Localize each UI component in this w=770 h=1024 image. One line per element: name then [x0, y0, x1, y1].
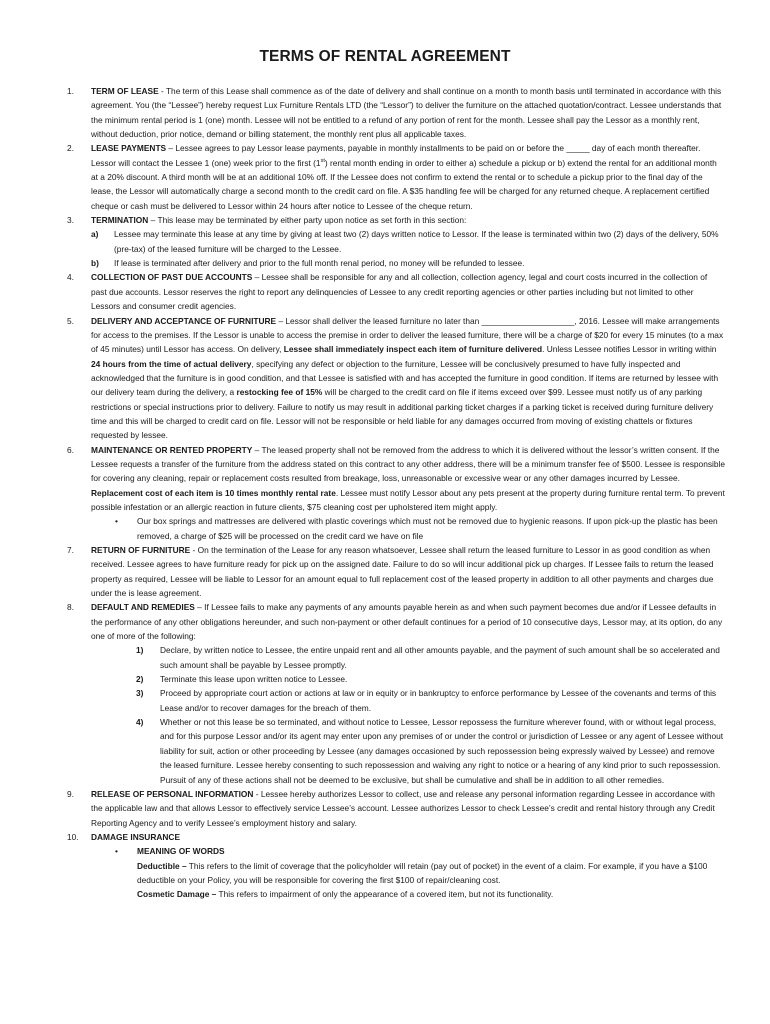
section-text: On the termination of the Lease for any reason whatsoever, Lessee shall return the leased furniture to Lessor in as good condition as when received. Lessee agrees to have furniture ready for pick up on the assigned date. Failure to do so will incur additional pick up charges. If Lessee fails to return the leased property as required, Lessee will be liable to Lessor for an amount equal to full replacement cost of the leased property in addition to all other payments and charges due under the is lease agreement. [91, 545, 714, 599]
section-heading: LEASE PAYMENTS [91, 143, 167, 154]
bullet-item [91, 514, 725, 543]
remedy-text: Proceed by appropriate court action or actions at law or in equity or in bankruptcy to enforce performance by Lessee of the covenants and terms of this Lease and/or to recover damages for the breach of them. [160, 688, 717, 713]
terms-list [67, 84, 725, 902]
section-number: 6. [67, 444, 74, 455]
section-number: 2. [67, 143, 74, 154]
section-collection [67, 270, 725, 313]
bullet-icon: • [115, 516, 118, 527]
section-body: TERMINATION – This lease may be terminated by either party upon notice as set forth in this section: [91, 215, 467, 226]
section-text: This lease may be terminated by either party upon notice as set forth in this section: [157, 215, 467, 226]
section-number: 4. [67, 272, 74, 283]
section-heading: DAMAGE INSURANCE [91, 831, 181, 842]
section-body [91, 830, 725, 844]
remedy-text: Whether or not this lease be so terminated, and without notice to Lessee, Lessor repossess the furniture wherever found, with or without legal process, and for this purpose Lessor and/or its agent may enter upon any premises of or under the control or jurisdiction of Lessee or any agent of Lessee without liability for suit, action or other proceeding by Lessee (any damages occasioned by such repossession being expressly waived by Lessee) and remove the leased furniture. Lessee hereby consenting to such repossession and waiving any right to notice or a hearing of any kind prior to such repossession. Pursuit of any of these actions shall not be deemed to be exclusive, but shall be cumulative and shall be in addition to all other remedies. [160, 717, 724, 785]
emphasis: Lessee shall immediately inspect each item of furniture delivered [283, 344, 543, 355]
section-body: DELIVERY AND ACCEPTANCE OF FURNITURE – Lessor shall deliver the leased furniture no later than ____________________, 2016. Lessee will make arrangements for access to the premises. If the Lessor is unable to access the premise in order to deliver the leased furniture, there will be a charge of $20 for every 15 minutes (to a max of 45 minutes) until Lessor has access. On delivery, Lessee shall immediately inspect each item of furniture delivered. Unless Lessee notifies Lessor in writing within 24 hours from the time of actual delivery, specifying any defect or objection to the furniture, Lessee will be conclusively presumed to have fully inspected and acknowledged that the furniture is in good condition, and that Lessee is satisfied with and has accepted the furniture in good condition. If items are returned by lessee with our delivery team during the delivery, a restocking fee of 15% will be charged to the credit card on file if items exceed over $99. Lessee must notify us of any parking restrictions or special instructions prior to delivery. Failure to notify us may result in additional parking ticket charges if a parking ticket is received during furniture delivery time and this will be charged to credit card on file. Lessor will not be responsible or held liable for any damages occurred from moving of existing chattels or fixtures requested by lessee. [91, 315, 724, 441]
section-body: MAINTENANCE OR RENTED PROPERTY – The leased property shall not be removed from the address to which it is delivered without the lessor’s written consent. If the Lessee requests a transfer of the furniture from the address stated on this contract to any other address, there will be a minimum transfer fee of $500. Lessee is responsible for covering any cleaning, repair or replacement costs resulted from breakage, loss, unreasonable or excessive wear or any other damages incurred by Lessee. Replacement cost of each item is 10 times monthly rental rate. Lessee must notify Lessor about any pets present at the property during furniture rental term. To prevent possible infestation or an allergic reaction in future clients, $75 cleaning cost per upholstered item might apply. [91, 444, 725, 512]
section-number: 5. [67, 315, 74, 326]
definition-term: Cosmetic Damage – [137, 889, 217, 900]
section-heading: TERMINATION [91, 215, 149, 226]
section-heading: DELIVERY AND ACCEPTANCE OF FURNITURE [91, 315, 277, 326]
section-body: TERM OF LEASE - The term of this Lease shall commence as of the date of delivery and shall continue on a month to month basis until terminated in accordance with this agreement. You (the “Lessee”) hereby request Lux Furniture Rentals LTD (the “Lessor”) to deliver the furniture on the attached quotation/contract. Lessee understands that the minimum rental period is 1 (one) month. Lessee will not be entitled to a refund of any portion of rent for the month. Lessee shall pay the Lessor as a monthly rent, without deduction, prior notice, demand or billing statement, the monthly rent plus all applicable taxes. [91, 86, 722, 140]
emphasis: 24 hours from the time of actual delivery [91, 358, 252, 369]
remedy-item [91, 643, 725, 672]
ordinal-suffix: st [320, 157, 325, 164]
remedy-label: 2) [136, 674, 144, 685]
sub-clause-label: a) [91, 229, 99, 240]
section-number: 10. [67, 831, 79, 842]
section-term-of-lease [67, 84, 725, 141]
section-text: If Lessee fails to make any payments of any amounts payable herein as and when such payment becomes due and/or if Lessee defaults in the performance of any other obligations hereunder, and such non-payment or other default continues for a period of 10 consecutive days, Lessor may, at its option, do any one of more of the following: [91, 602, 723, 642]
emphasis: Replacement cost of each item is 10 times monthly rental rate [91, 487, 336, 498]
bullet-icon: • [115, 846, 118, 857]
section-heading: DEFAULT AND REMEDIES [91, 602, 195, 613]
remedy-item [91, 715, 725, 787]
section-text: ) rental month ending in order to either a) schedule a pickup or b) extend the rental for an additional month at a 20% discount. A third month will be at an additional 10% off. If the Lessee does not confirm to extend the rental or to schedule a pickup prior to the final day of the lease, the Lessor will automatically charge a second month to the credit card on file. A $35 handling fee will be charged for any returned cheque. A replacement certified cheque or cash must be delivered to Lessor within 24 hours after notice to Lessee of the cheque return. [91, 157, 717, 211]
bullet-item [91, 844, 725, 858]
section-damage-insurance [67, 830, 725, 902]
section-body: DEFAULT AND REMEDIES – If Lessee fails to make any payments of any amounts payable herein as and when such payment becomes due and/or if Lessee defaults in the performance of any other obligations hereunder, and such non-payment or other default continues for a period of 10 consecutive days, Lessor may, at its option, do any one of more of the following: [91, 602, 723, 642]
section-number: 3. [67, 215, 74, 226]
section-delivery [67, 314, 725, 443]
sub-clause-text: If lease is terminated after delivery and prior to the full month renal period, no money will be refunded to lessee. [114, 258, 525, 269]
definition-text: This refers to the limit of coverage that the policyholder will retain (pay out of pocket) in the event of a claim. For example, if you have a $100 deductible on your Policy, you will be responsible for covering the first $100 of repair/cleaning cost. [137, 860, 708, 885]
sub-clause [91, 256, 725, 270]
emphasis: restocking fee of 15% [236, 387, 323, 398]
section-heading: TERM OF LEASE [91, 86, 159, 96]
definition-text: This refers to impairment of only the appearance of a covered item, but not its functionality. [216, 889, 554, 900]
sub-clause-label: b) [91, 258, 99, 269]
section-return [67, 543, 725, 600]
section-text: Lessee shall be responsible for any and all collection, collection agency, legal and court costs incurred in the collection of past due accounts. Lessor reserves the right to report any delinquencies of Lessee to any credit reporting agencies or other parties including but not limited to other Lessors and consumer credit agencies. [91, 272, 708, 312]
section-body: LEASE PAYMENTS – Lessee agrees to pay Lessor lease payments, payable in monthly installments to be paid on or before the _____ day of each month thereafter. Lessor will contact the Lessee 1 (one) week prior to the first (1st) rental month ending in order to either a) schedule a pickup or b) extend the rental for an additional month at a 20% discount. A third month will be at an additional 10% off. If the Lessee does not confirm to extend the rental or to schedule a pickup prior to the final day of the lease, the Lessor will automatically charge a second month to the credit card on file. A $35 handling fee will be charged for any returned cheque. A replacement certified cheque or cash must be delivered to Lessor within 24 hours after notice to Lessee of the cheque return. [91, 143, 717, 211]
section-heading: RETURN OF FURNITURE [91, 545, 191, 555]
sub-clause [91, 227, 725, 256]
remedy-label: 3) [136, 688, 144, 699]
remedy-text: Terminate this lease upon written notice to Lessee. [160, 674, 348, 685]
section-body: COLLECTION OF PAST DUE ACCOUNTS – Lessee shall be responsible for any and all collection, collection agency, legal and court costs incurred in the collection of past due accounts. Lessor reserves the right to report any delinquencies of Lessee to any credit reporting agencies or other parties including but not limited to other Lessors and consumer credit agencies. [91, 272, 708, 312]
section-heading: MAINTENANCE OR RENTED PROPERTY [91, 444, 253, 455]
section-number: 9. [67, 788, 74, 799]
document-title: TERMS OF RENTAL AGREEMENT [259, 48, 511, 65]
definition [91, 859, 725, 888]
section-number: 8. [67, 602, 74, 613]
bullet-text: Our box springs and mattresses are delivered with plastic coverings which must not be removed due to hygienic reasons. If upon pick-up the plastic has been removed, a charge of $25 will be processed on the credit card we have on file [137, 516, 718, 541]
sub-clause-text: Lessee may terminate this lease at any time by giving at least two (2) days written notice to Lessor. If the lease is terminated within two (2) days of the delivery, 50% (pre-tax) of the leased furniture will be charged to the Lessee. [114, 229, 719, 254]
section-termination [67, 213, 725, 270]
section-text: Lessee agrees to pay Lessor lease payments, payable in monthly installments to be paid on or before the _____ day of each month thereafter. Lessor will contact the Lessee 1 (one) week prior to the first (1 [91, 143, 701, 168]
section-default [67, 600, 725, 786]
section-body: RETURN OF FURNITURE - On the termination of the Lease for any reason whatsoever, Lessee shall return the leased furniture to Lessor in as good condition as when received. Lessee agrees to have furniture ready for pick up on the assigned date. Failure to do so will incur additional pick up charges. If Lessee fails to return the leased property as required, Lessee will be liable to Lessor for an amount equal to full replacement cost of the leased property in addition to all other payments and charges due under the is lease agreement. [91, 545, 714, 599]
definition-term: Deductible – [137, 860, 187, 871]
remedy-label: 4) [136, 717, 144, 728]
section-personal-info [67, 787, 725, 830]
remedy-item [91, 686, 725, 715]
definition [91, 887, 725, 901]
section-lease-payments [67, 141, 725, 213]
remedy-label: 1) [136, 645, 144, 656]
section-maintenance [67, 443, 725, 543]
bullet-heading: MEANING OF WORDS [137, 846, 225, 857]
section-heading: COLLECTION OF PAST DUE ACCOUNTS [91, 272, 253, 283]
section-body: RELEASE OF PERSONAL INFORMATION - Lessee hereby authorizes Lessor to collect, use and release any personal information regarding Lessee in accordance with the applicable law and that allows Lessor to effectively service Lessee’s account. Lessee authorizes Lessor to check Lessee’s credit and rental history through any Credit Reporting Agency and to verify Lessee’s employment history and salary. [91, 788, 715, 828]
section-heading: RELEASE OF PERSONAL INFORMATION [91, 788, 254, 799]
remedy-text: Declare, by written notice to Lessee, the entire unpaid rent and all other amounts payable, and the payment of such amount shall be so accelerated and such amount shall be payable by Lessee promptly. [160, 645, 720, 670]
section-number: 7. [67, 545, 74, 555]
section-text: The term of this Lease shall commence as of the date of delivery and shall continue on a month to month basis until terminated in accordance with this agreement. You (the “Lessee”) hereby request Lux Furniture Rentals LTD (the “Lessor”) to deliver the furniture on the attached quotation/contract. Lessee understands that the minimum rental period is 1 (one) month. Lessee will not be entitled to a refund of any portion of rent for the month. Lessee shall pay the Lessor as a monthly rent, without deduction, prior notice, demand or billing statement, the monthly rent plus all applicable taxes. [91, 86, 722, 140]
section-number: 1. [67, 86, 74, 96]
remedy-item [91, 672, 725, 686]
section-text: Lessee hereby authorizes Lessor to collect, use and release any personal information regarding Lessee in accordance with the applicable law and that allows Lessor to effectively service Lessee’s account. Lessee authorizes Lessor to check Lessee’s credit and rental history through any Credit Reporting Agency and to verify Lessee’s employment history and salary. [91, 788, 715, 828]
